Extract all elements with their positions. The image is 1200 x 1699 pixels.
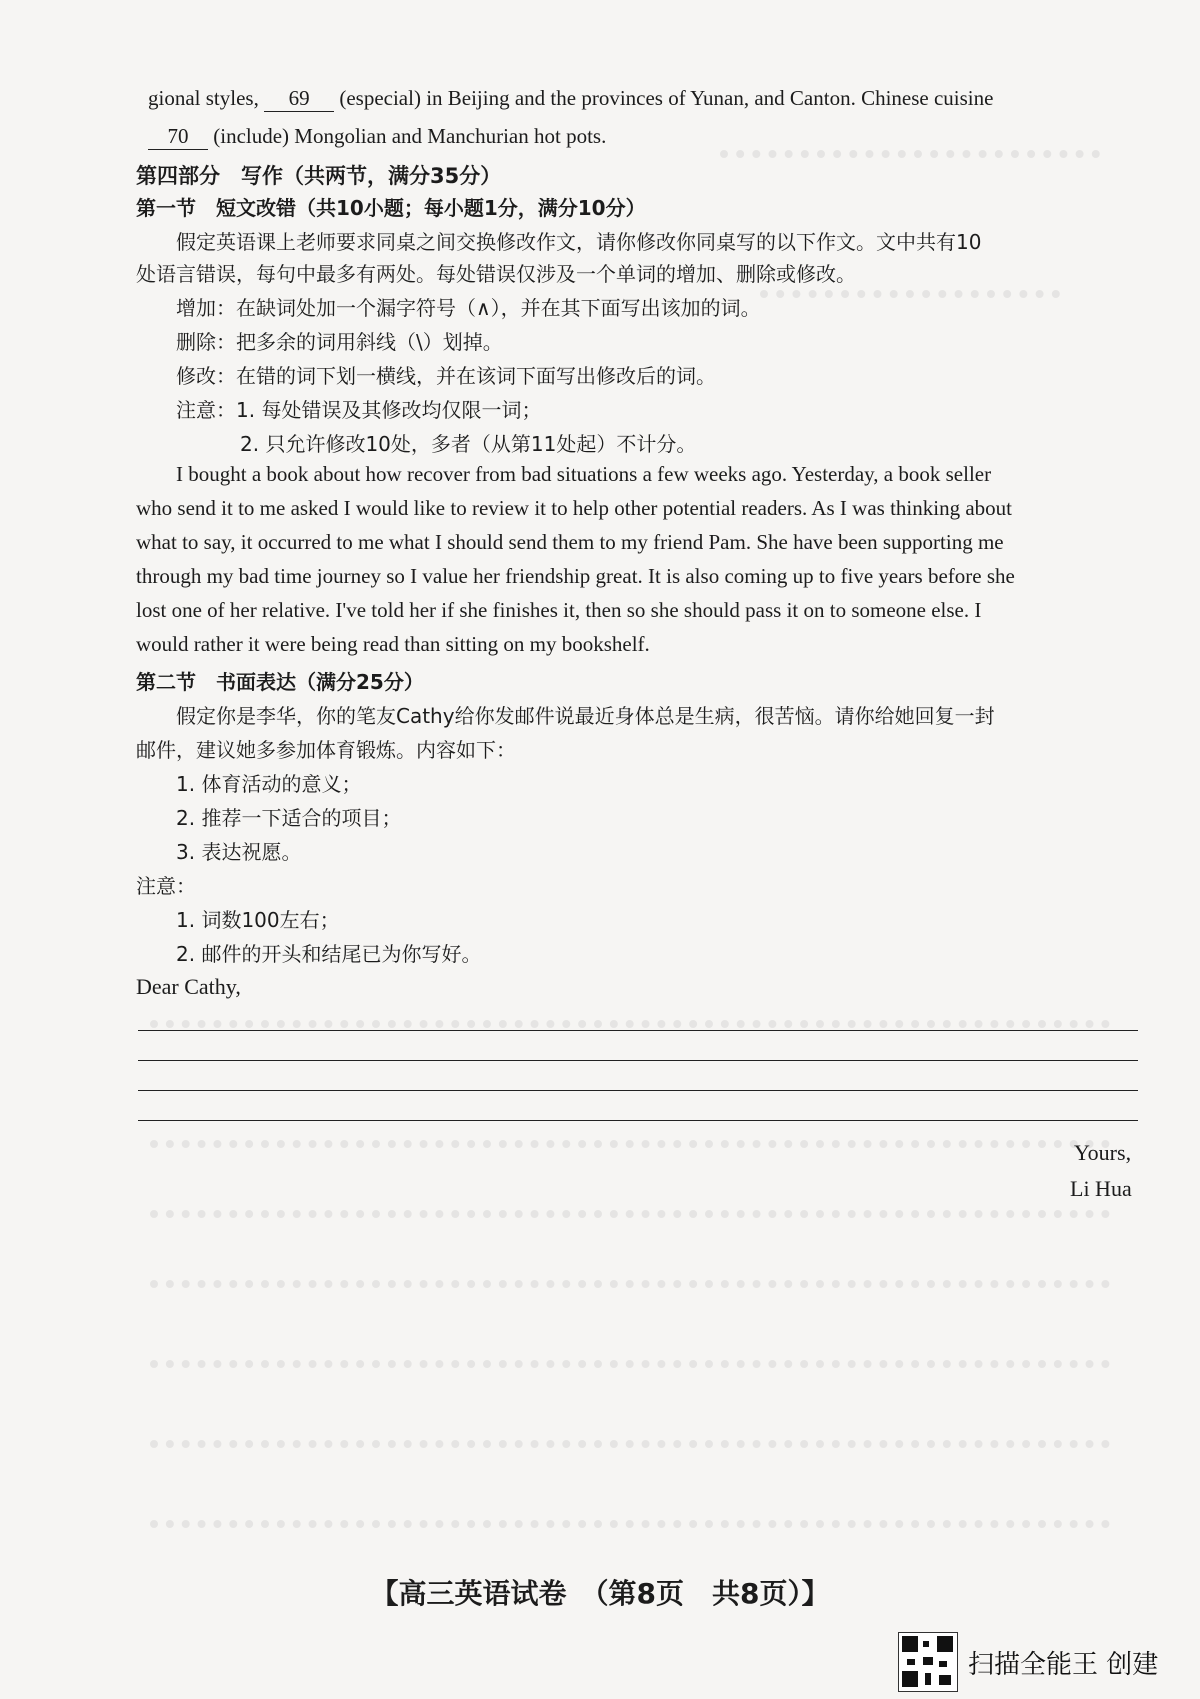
passage-line: who send it to me asked I would like to review it to help other potential readers. As I was thinking about xyxy=(136,496,1012,520)
passage-line: would rather it were being read than sitting on my bookshelf. xyxy=(136,632,650,656)
section2-intro-2: 邮件，建议她多参加体育锻炼。内容如下： xyxy=(136,738,516,762)
passage-line: what to say, it occurred to me what I should send them to my friend Pam. She have been supporting me xyxy=(136,530,1004,554)
blank-69: 69 xyxy=(264,86,334,112)
rule-delete: 删除：把多余的词用斜线（\）划掉。 xyxy=(176,330,503,354)
passage-top-line-1 xyxy=(148,86,993,112)
scanner-watermark-text: 扫描全能王 创建 xyxy=(968,1650,1159,1680)
passage-top-line-2 xyxy=(148,124,606,150)
note-1: 注意：1. 每处错误及其修改均仅限一词； xyxy=(176,398,542,422)
passage-line: lost one of her relative. I've told her if she finishes it, then so she should pass it on to someone else. I xyxy=(136,598,982,622)
line2-post: (include) Mongolian and Manchurian hot pots. xyxy=(213,124,607,148)
section1-intro-1: 假定英语课上老师要求同桌之间交换修改作文，请你修改你同桌写的以下作文。文中共有10 xyxy=(176,230,982,254)
writing-line xyxy=(138,1120,1138,1121)
writing-line xyxy=(138,1030,1138,1031)
note-2: 2. 只允许修改10处，多者（从第11处起）不计分。 xyxy=(240,432,697,456)
rule-add: 增加：在缺词处加一个漏字符号（∧），并在其下面写出该加的词。 xyxy=(176,296,761,320)
closing: Yours, xyxy=(1074,1140,1132,1165)
salutation: Dear Cathy, xyxy=(136,974,241,999)
writing-line xyxy=(138,1060,1138,1061)
note-opening-closing: 2. 邮件的开头和结尾已为你写好。 xyxy=(176,942,482,966)
line1-post: (especial) in Beijing and the provinces of Yunan, and Canton. Chinese cuisine xyxy=(339,86,994,110)
content-point-3: 3. 表达祝愿。 xyxy=(176,840,302,864)
section2-title: 第二节 书面表达（满分25分） xyxy=(136,670,424,694)
blank-70: 70 xyxy=(148,124,208,150)
section2-intro-1: 假定你是李华，你的笔友Cathy给你发邮件说最近身体总是生病，很苦恼。请你给她回复一封 xyxy=(176,704,995,728)
passage-line: I bought a book about how recover from bad situations a few weeks ago. Yesterday, a book seller xyxy=(176,462,992,486)
line1-pre: gional styles, xyxy=(148,86,259,110)
section1-title: 第一节 短文改错（共10小题；每小题1分，满分10分） xyxy=(136,196,646,220)
part4-title: 第四部分 写作（共两节，满分35分） xyxy=(136,164,502,188)
writing-line xyxy=(138,1090,1138,1091)
section1-intro-2: 处语言错误，每句中最多有两处。每处错误仅涉及一个单词的增加、删除或修改。 xyxy=(136,262,856,286)
signature: Li Hua xyxy=(1070,1176,1132,1201)
qr-code-icon xyxy=(898,1632,958,1692)
page-footer: 【高三英语试卷 （第8页 共8页）】 xyxy=(370,1577,830,1610)
passage-line: through my bad time journey so I value her friendship great. It is also coming up to five years before she xyxy=(136,564,1015,588)
notes-label: 注意： xyxy=(136,874,196,898)
content-point-2: 2. 推荐一下适合的项目； xyxy=(176,806,402,830)
rule-modify: 修改：在错的词下划一横线，并在该词下面写出修改后的词。 xyxy=(176,364,716,388)
note-word-count: 1. 词数100左右； xyxy=(176,908,340,932)
content-point-1: 1. 体育活动的意义； xyxy=(176,772,362,796)
